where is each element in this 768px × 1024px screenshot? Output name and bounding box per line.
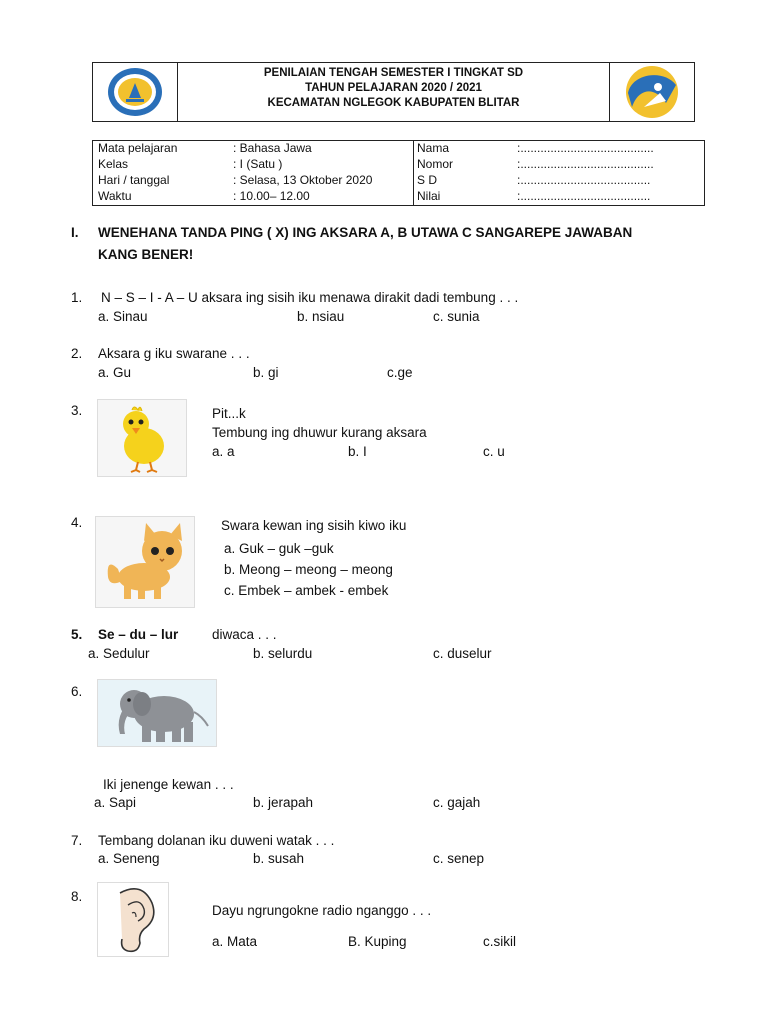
q4-option-b[interactable]: b. Meong – meong – meong: [224, 562, 393, 577]
q2-text: Aksara g iku swarane . . .: [98, 346, 250, 361]
q1-option-a[interactable]: a. Sinau: [98, 309, 148, 324]
q8-option-c[interactable]: c.sikil: [483, 934, 516, 949]
kurikulum-2013-logo: [614, 63, 688, 121]
q5-option-b[interactable]: b. selurdu: [253, 646, 313, 661]
section-number: I.: [71, 225, 79, 240]
info-label-class: Kelas: [98, 157, 129, 171]
q4-option-a[interactable]: a. Guk – guk –guk: [224, 541, 334, 556]
q2-option-b[interactable]: b. gi: [253, 365, 279, 380]
info-value-name[interactable]: :........................................: [517, 141, 654, 155]
q3-number: 3.: [71, 403, 83, 418]
q4-option-c[interactable]: c. Embek – ambek - embek: [224, 583, 389, 598]
exam-header: [92, 62, 695, 122]
q5-number: 5.: [71, 627, 83, 642]
q3-option-c[interactable]: c. u: [483, 444, 505, 459]
info-label-school: S D: [417, 173, 438, 187]
header-line-1: PENILAIAN TENGAH SEMESTER I TINGKAT SD: [263, 67, 524, 79]
q1-number: 1.: [71, 290, 83, 305]
info-value-class: : I (Satu ): [233, 157, 283, 171]
q6-number: 6.: [71, 684, 83, 699]
q5-option-c[interactable]: c. duselur: [433, 646, 492, 661]
q7-option-c[interactable]: c. senep: [433, 851, 485, 866]
info-value-number[interactable]: :........................................: [517, 157, 654, 171]
cat-image: [95, 516, 195, 608]
q6-text: Iki jenenge kewan . . .: [103, 777, 234, 792]
ear-icon: [98, 883, 168, 956]
q3-option-b[interactable]: b. I: [348, 444, 367, 459]
q3-word: Pit...k: [212, 406, 246, 421]
q1-text: N – S – I - A – U aksara ing sisih iku menawa dirakit dadi tembung . . .: [101, 290, 519, 305]
q4-number: 4.: [71, 515, 83, 530]
q8-option-b[interactable]: B. Kuping: [348, 934, 407, 949]
q5-option-a[interactable]: a. Sedulur: [88, 646, 150, 661]
info-label-name: Nama: [417, 141, 450, 155]
header-line-2: TAHUN PELAJARAN 2020 / 2021: [305, 82, 482, 94]
section-instruction-line-1: WENEHANA TANDA PING ( X) ING AKSARA A, B UTAWA C SANGAREPE JAWABAN: [98, 225, 633, 240]
q6-option-a[interactable]: a. Sapi: [94, 795, 137, 810]
ear-image: [97, 882, 169, 957]
q1-option-b[interactable]: b. nsiau: [297, 309, 345, 324]
info-label-number: Nomor: [417, 157, 454, 171]
q5-text: diwaca . . .: [212, 627, 277, 642]
q3-text: Tembung ing dhuwur kurang aksara: [212, 425, 427, 440]
q8-option-a[interactable]: a. Mata: [212, 934, 258, 949]
elephant-icon: [98, 680, 216, 746]
cat-icon: [96, 517, 194, 607]
section-instruction-line-2: KANG BENER!: [98, 247, 194, 262]
info-value-school[interactable]: :.......................................: [517, 173, 651, 187]
q8-number: 8.: [71, 889, 83, 904]
q7-number: 7.: [71, 833, 83, 848]
q8-text: Dayu ngrungokne radio nganggo . . .: [212, 903, 432, 918]
info-value-score[interactable]: :.......................................: [517, 189, 651, 203]
q5-word: Se – du – lur: [98, 627, 179, 642]
info-label-date: Hari / tanggal: [98, 173, 170, 187]
info-value-time: : 10.00– 12.00: [233, 189, 310, 203]
info-label-subject: Mata pelajaran: [98, 141, 178, 155]
q6-option-b[interactable]: b. jerapah: [253, 795, 314, 810]
q1-option-c[interactable]: c. sunia: [433, 309, 480, 324]
chick-image: [97, 399, 187, 477]
q7-option-a[interactable]: a. Seneng: [98, 851, 160, 866]
q2-number: 2.: [71, 346, 83, 361]
info-label-time: Waktu: [98, 189, 132, 203]
header-line-3: KECAMATAN NGLEGOK KABUPATEN BLITAR: [267, 97, 520, 109]
q3-option-a[interactable]: a. a: [212, 444, 235, 459]
info-value-subject: : Bahasa Jawa: [233, 141, 312, 155]
chick-icon: [98, 400, 186, 476]
info-label-score: Nilai: [417, 189, 441, 203]
q2-option-a[interactable]: a. Gu: [98, 365, 132, 380]
q7-option-b[interactable]: b. susah: [253, 851, 305, 866]
q7-text: Tembang dolanan iku duweni watak . . .: [98, 833, 335, 848]
q4-text: Swara kewan ing sisih kiwo iku: [221, 518, 407, 533]
q6-option-c[interactable]: c. gajah: [433, 795, 481, 810]
info-value-date: : Selasa, 13 Oktober 2020: [233, 173, 373, 187]
q2-option-c[interactable]: c.ge: [387, 365, 413, 380]
elephant-image: [97, 679, 217, 747]
